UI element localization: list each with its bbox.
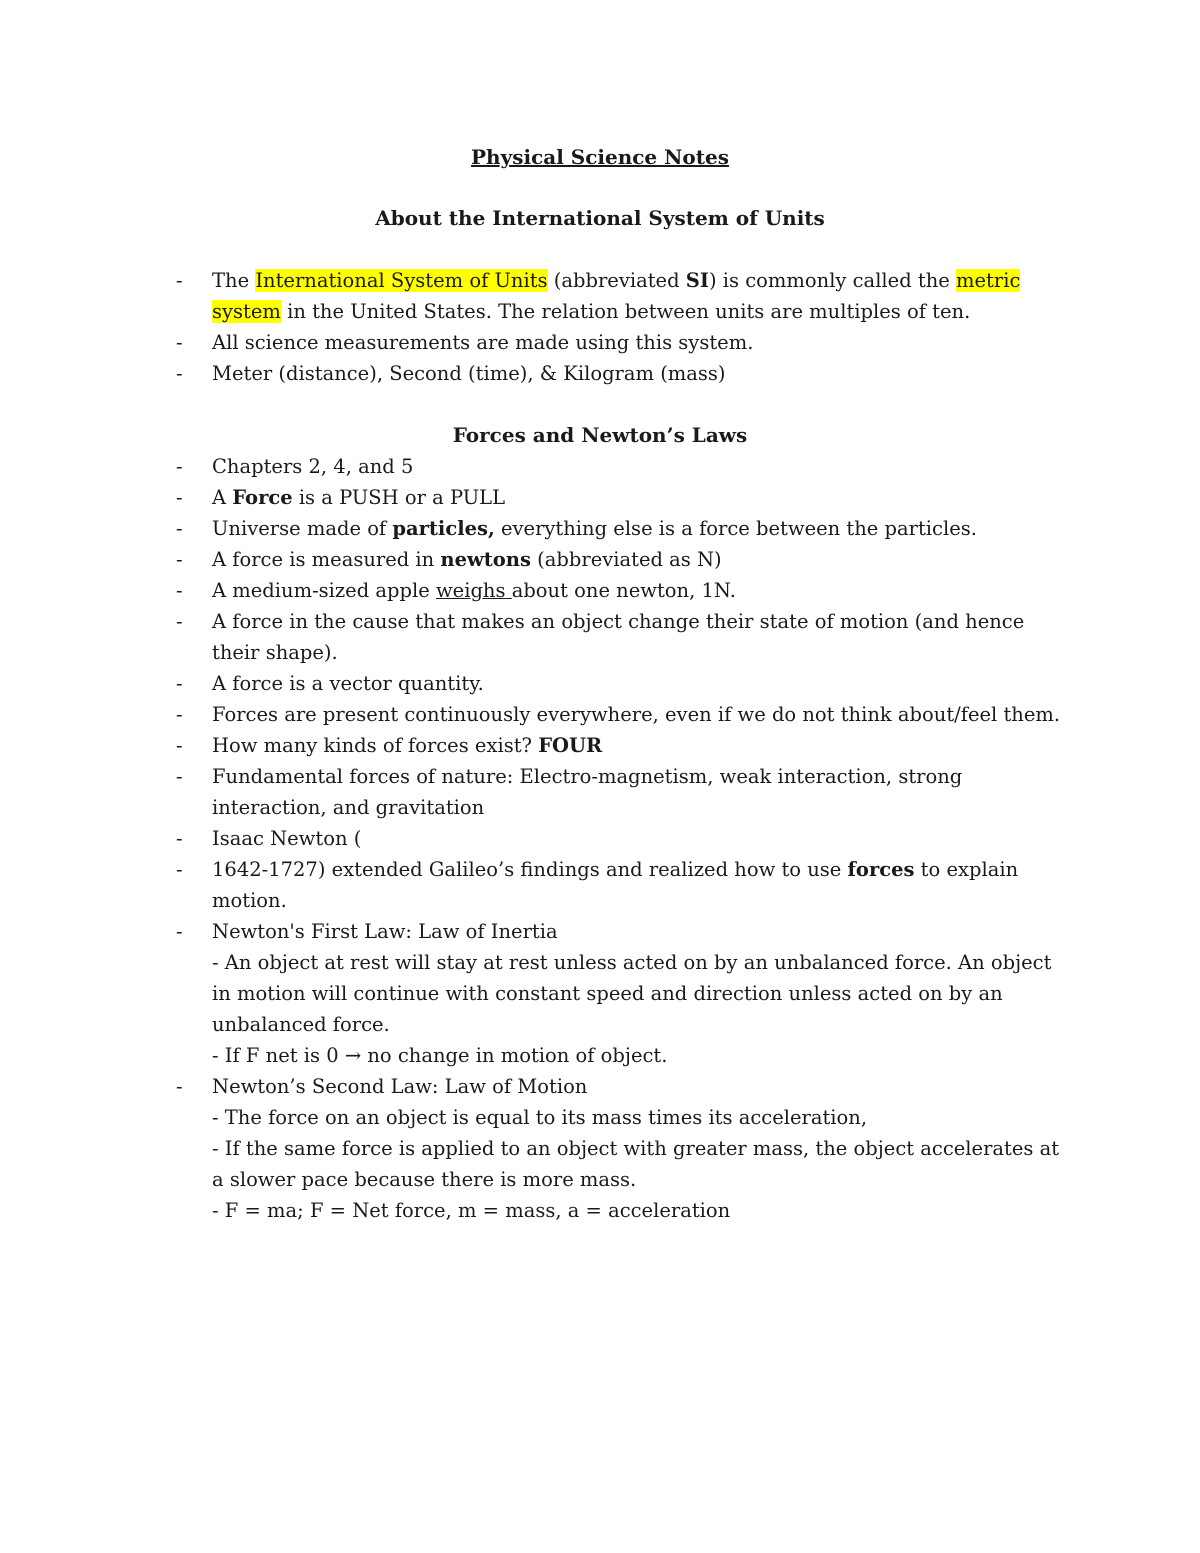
list-item: - A force in the cause that makes an object change their state of motion (and hence their shape). xyxy=(0,606,1200,668)
bullet-dash: - xyxy=(176,920,183,943)
list-item: - Newton’s Second Law: Law of Motion - The force on an object is equal to its mass times its acceleration, - If the same force is applied to an object with greater mass, the object accelerates at a slower pace because there is more mass. - F = ma; F = Net force, m = mass, a = acceleration xyxy=(0,1071,1200,1226)
bullet-dash: - xyxy=(176,858,183,881)
list-item: - Isaac Newton ( xyxy=(0,823,1200,854)
section-heading-forces: Forces and Newton’s Laws xyxy=(452,423,748,447)
bullet-dash: - xyxy=(176,734,183,757)
bold-term: FOUR xyxy=(538,734,603,757)
sub-point: - If F net is 0 → no change in motion of object. xyxy=(212,1044,668,1067)
bullet-dash: - xyxy=(176,486,183,509)
bold-term: SI xyxy=(685,269,709,292)
bullet-dash: - xyxy=(176,455,183,478)
bullet-dash: - xyxy=(176,1075,183,1098)
bullet-dash: - xyxy=(176,362,183,385)
bold-term: particles, xyxy=(392,517,495,540)
bold-term: Force xyxy=(232,486,293,509)
bullet-dash: - xyxy=(176,672,183,695)
list-item: - Forces are present continuously everywhere, even if we do not think about/feel them. xyxy=(0,699,1200,730)
underlined-term: weighs xyxy=(435,579,512,602)
list-item: - Fundamental forces of nature: Electro-magnetism, weak interaction, strong interaction, and gravitation xyxy=(0,761,1200,823)
bold-term: newtons xyxy=(440,548,531,571)
bullet-dash: - xyxy=(176,827,183,850)
si-bullet-list xyxy=(0,265,1200,389)
list-item: - A force is a vector quantity. xyxy=(0,668,1200,699)
section-heading-si: About the International System of Units xyxy=(375,206,825,230)
document-title: Physical Science Notes xyxy=(471,145,729,169)
sub-point: - The force on an object is equal to its mass times its acceleration, xyxy=(212,1106,868,1129)
highlighted-term: metric system xyxy=(212,269,1021,323)
list-item: - All science measurements are made using this system. xyxy=(0,327,1200,358)
bullet-dash: - xyxy=(176,517,183,540)
list-item: - A force is measured in newtons (abbreviated as N) xyxy=(0,544,1200,575)
bullet-dash: - xyxy=(176,610,183,633)
bold-term: forces xyxy=(847,858,915,881)
bullet-dash: - xyxy=(176,331,183,354)
list-item: - Universe made of particles, everything else is a force between the particles. xyxy=(0,513,1200,544)
list-item: - Newton's First Law: Law of Inertia - An object at rest will stay at rest unless acted on by an unbalanced force. An object in motion will continue with constant speed and direction unless acted on by an unbalanced force. - If F net is 0 → no change in motion of object. xyxy=(0,916,1200,1071)
bullet-dash: - xyxy=(176,269,183,292)
highlighted-term: International System of Units xyxy=(255,269,548,292)
forces-bullet-list xyxy=(0,451,1200,1226)
list-item: - A Force is a PUSH or a PULL xyxy=(0,482,1200,513)
bullet-dash: - xyxy=(176,703,183,726)
bullet-dash: - xyxy=(176,548,183,571)
sub-point: - An object at rest will stay at rest unless acted on by an unbalanced force. An object in motion will continue with constant speed and direction unless acted on by an unbalanced force. xyxy=(212,951,1052,1036)
bullet-dash: - xyxy=(176,765,183,788)
list-item: - 1642-1727) extended Galileo’s findings and realized how to use forces to explain motion. xyxy=(0,854,1200,916)
bullet-dash: - xyxy=(176,579,183,602)
list-item: - A medium-sized apple weighs about one newton, 1N. xyxy=(0,575,1200,606)
list-item: - Chapters 2, 4, and 5 xyxy=(0,451,1200,482)
list-item: - Meter (distance), Second (time), & Kilogram (mass) xyxy=(0,358,1200,389)
sub-point: - F = ma; F = Net force, m = mass, a = acceleration xyxy=(212,1199,731,1222)
sub-point: - If the same force is applied to an object with greater mass, the object accelerates at a slower pace because there is more mass. xyxy=(212,1137,1060,1191)
list-item: - The International System of Units (abbreviated SI) is commonly called the metric system in the United States. The relation between units are multiples of ten. xyxy=(0,265,1200,327)
list-item: - How many kinds of forces exist? FOUR xyxy=(0,730,1200,761)
